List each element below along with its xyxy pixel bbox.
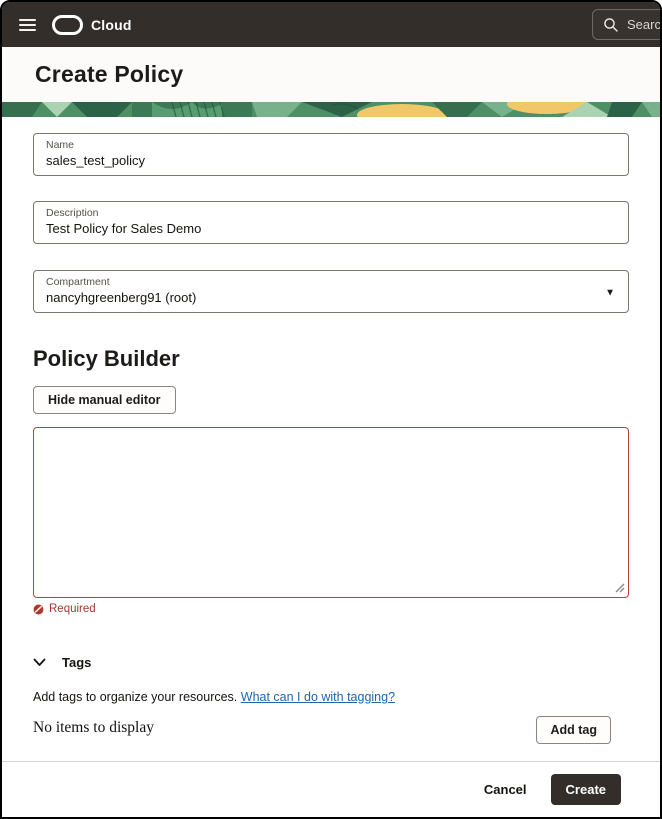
decorative-leaf-banner: [2, 102, 660, 117]
error-no-entry-icon: [33, 604, 44, 615]
name-field[interactable]: [33, 133, 629, 176]
global-search-box[interactable]: [592, 9, 662, 40]
description-field[interactable]: [33, 201, 629, 244]
policy-statement-textarea[interactable]: [33, 427, 629, 598]
tags-empty-row: [33, 716, 629, 744]
description-field-value: Test Policy for Sales Demo: [46, 221, 202, 236]
add-tag-button[interactable]: Add tag: [536, 716, 611, 744]
chevron-down-icon: [33, 658, 46, 667]
tags-description-text: Add tags to organize your resources.: [33, 690, 241, 704]
name-field-value: sales_test_policy: [46, 153, 145, 168]
policy-editor-wrapper: [33, 427, 629, 598]
create-button[interactable]: Create: [551, 774, 621, 805]
cancel-button[interactable]: Cancel: [480, 774, 531, 805]
action-footer: [2, 761, 660, 817]
tags-section-heading: Tags: [62, 655, 92, 670]
create-policy-form: [2, 117, 660, 761]
tagging-help-link[interactable]: What can I do with tagging?: [240, 690, 396, 704]
page-title: Create Policy: [35, 61, 184, 87]
tags-description: [33, 690, 629, 704]
tags-section-toggle[interactable]: [33, 655, 629, 670]
hide-manual-editor-button[interactable]: Hide manual editor: [33, 386, 176, 414]
required-error-message: [33, 603, 629, 615]
chevron-down-icon[interactable]: ▼: [605, 287, 615, 298]
policy-builder-heading: Policy Builder: [33, 346, 180, 371]
description-field-label: Description: [46, 207, 99, 219]
oracle-logo-icon[interactable]: [52, 15, 83, 35]
compartment-field-value: nancyhgreenberg91 (root): [46, 290, 197, 305]
name-field-label: Name: [46, 139, 75, 151]
compartment-field-label: Compartment: [46, 276, 110, 288]
compartment-select[interactable]: [33, 270, 629, 313]
brand-label: Cloud: [91, 16, 132, 33]
tags-empty-message: No items to display: [33, 719, 154, 736]
hamburger-menu-icon[interactable]: [19, 19, 36, 31]
search-icon: [603, 17, 619, 33]
search-input[interactable]: [627, 17, 662, 32]
required-label: Required: [49, 603, 96, 615]
page-title-bar: [2, 47, 660, 102]
top-navigation-bar: [2, 2, 660, 47]
